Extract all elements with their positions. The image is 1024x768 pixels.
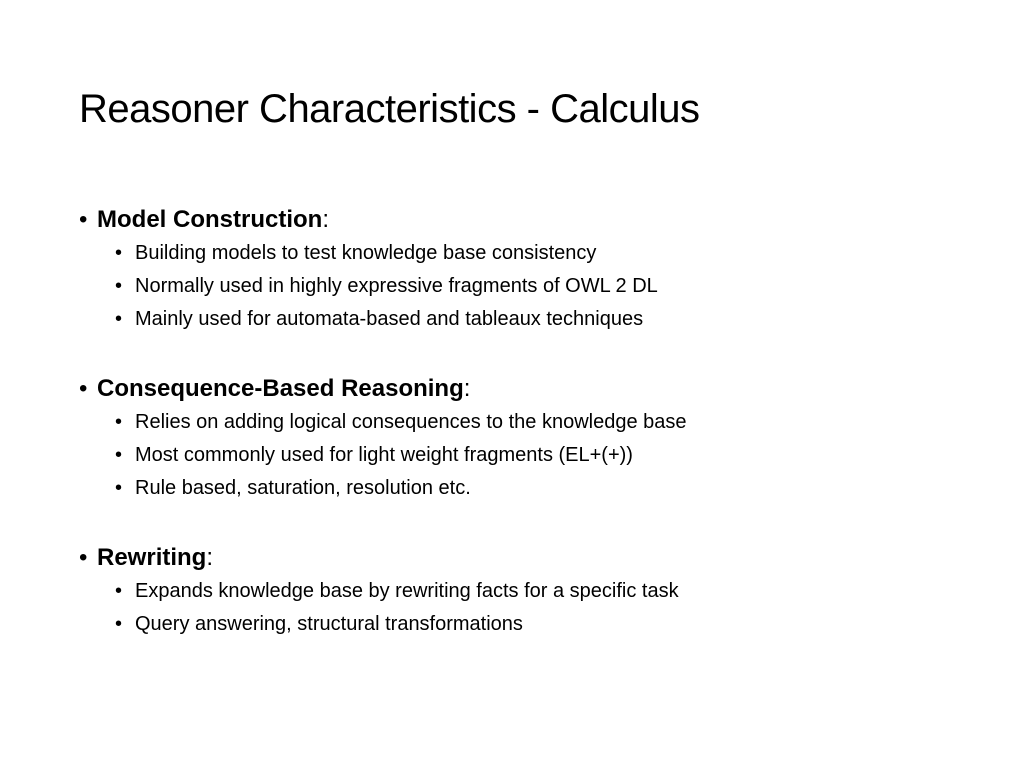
sub-bullet-item [79,613,679,646]
section-rewriting [79,544,679,646]
sub-bullet-text: Building models to test knowledge base consistency [135,242,597,264]
sub-bullet-list [79,411,687,510]
heading-colon: : [322,206,329,233]
sub-bullet-list [79,242,658,341]
sub-bullet-text: Mainly used for automata-based and tableaux techniques [135,308,644,330]
sub-bullet-item [79,308,658,341]
sub-bullet-item [79,580,679,613]
section-heading-bullet [79,206,658,242]
bullet-icon: • [115,411,123,433]
sub-bullet-item [79,444,687,477]
sub-bullet-list [79,580,679,646]
sub-bullet-item [79,411,687,444]
bullet-icon: • [79,544,88,571]
bullet-icon: • [115,444,123,466]
section-heading-bullet [79,544,679,580]
bullet-icon: • [115,242,123,264]
heading-colon: : [206,544,214,571]
slide-title: Reasoner Characteristics - Calculus [79,87,700,131]
sub-bullet-item [79,242,658,275]
bullet-icon: • [115,580,123,602]
sub-bullet-item [79,275,658,308]
section-heading: Consequence-Based Reasoning [97,375,464,402]
bullet-icon: • [115,477,123,499]
section-heading-bullet [79,375,687,411]
section-model-construction [79,206,658,341]
sub-bullet-text: Relies on adding logical consequences to the knowledge base [135,411,687,433]
bullet-icon: • [79,375,88,402]
section-heading: Model Construction [97,206,323,233]
section-heading: Rewriting [97,544,207,571]
bullet-icon: • [115,308,123,330]
sub-bullet-text: Normally used in highly expressive fragments of OWL 2 DL [135,275,658,297]
bullet-icon: • [115,275,123,297]
sub-bullet-text: Query answering, structural transformations [135,613,523,635]
bullet-icon: • [115,613,123,635]
sub-bullet-text: Expands knowledge base by rewriting facts for a specific task [135,580,679,602]
sub-bullet-item [79,477,687,510]
sub-bullet-text: Most commonly used for light weight fragments (EL+(+)) [135,444,633,466]
sub-bullet-text: Rule based, saturation, resolution etc. [135,477,471,499]
section-consequence-based-reasoning [79,375,687,510]
bullet-icon: • [79,206,88,233]
heading-colon: : [463,375,471,402]
